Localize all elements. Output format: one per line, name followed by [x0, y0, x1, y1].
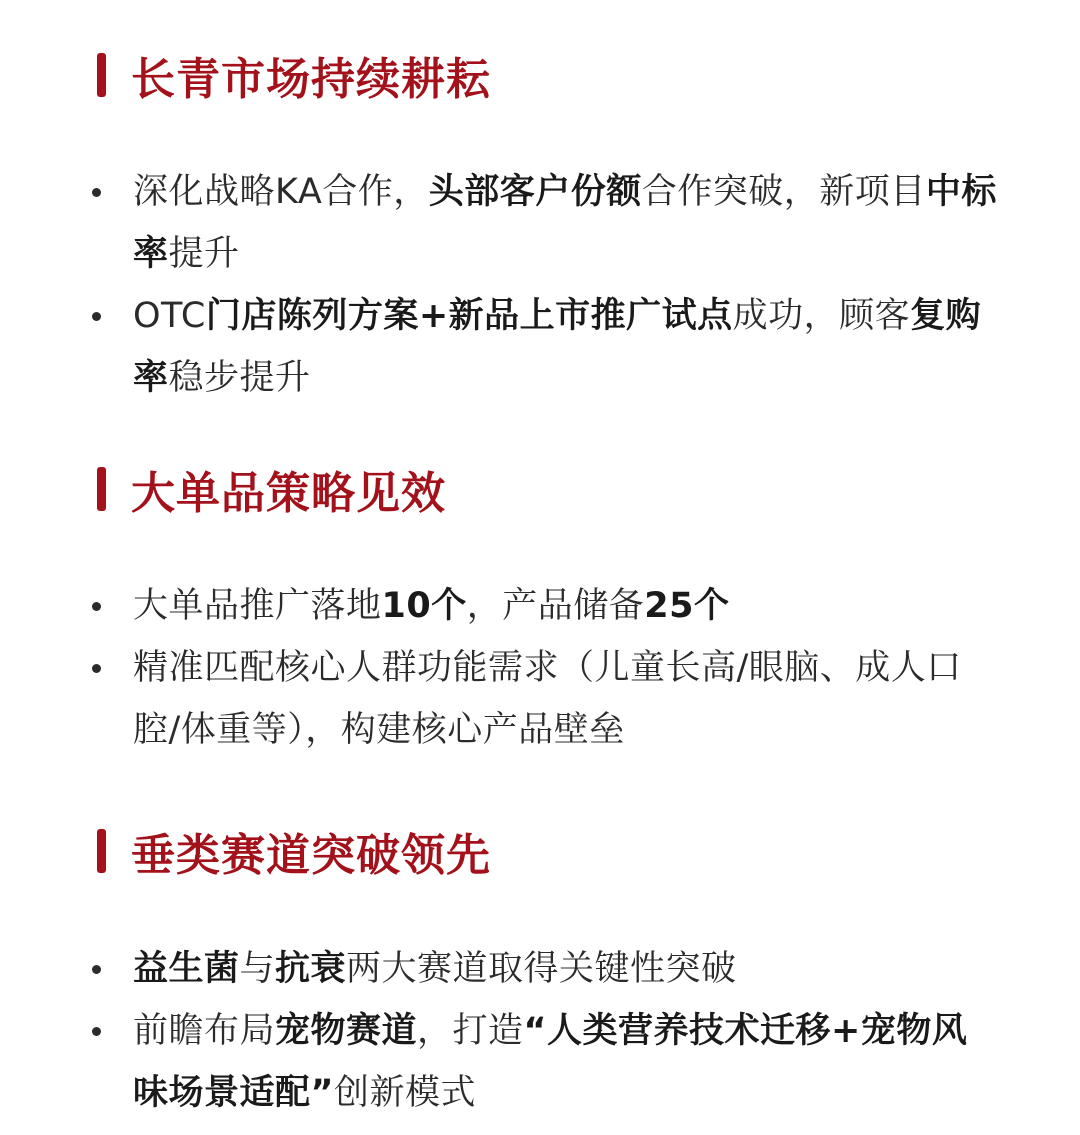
bullet-item	[0, 285, 1080, 409]
bullet-dot-icon	[92, 965, 101, 974]
heading-text: 垂类赛道突破领先	[131, 830, 491, 881]
heading-accent-bar	[97, 829, 106, 873]
bullet-segment: 精准匹配核心人群功能需求（儿童长高/眼脑、成人口腔/体重等），构建核心产品壁垒	[133, 648, 962, 750]
bullet-item	[0, 575, 1080, 637]
bullet-segment: ，打造	[417, 1011, 524, 1051]
bullet-segment-bold: 门店陈列方案+新品上市推广试点	[205, 296, 733, 336]
bullet-dot-icon	[92, 188, 101, 197]
bullet-list	[0, 938, 1080, 1124]
bullet-dot-icon	[92, 1027, 101, 1036]
bullet-segment: 与	[239, 949, 276, 989]
section-heading	[97, 461, 446, 517]
bullet-item	[0, 938, 1080, 1000]
bullet-dot-icon	[92, 602, 101, 611]
bullet-segment: 合作突破，新项目	[641, 172, 926, 212]
bullet-segment-bold: 宠物赛道	[275, 1011, 418, 1051]
bullet-segment: 稳步提升	[168, 358, 311, 398]
bullet-list	[0, 161, 1080, 409]
bullet-segment-bold: 抗衰	[275, 949, 347, 989]
bullet-segment: 创新模式	[334, 1073, 477, 1113]
bullet-segment-bold: 25个	[644, 586, 730, 626]
bullet-segment-bold: 头部客户份额	[428, 172, 642, 212]
bullet-item	[0, 1000, 1080, 1124]
bullet-segment-bold: 中标率	[133, 172, 997, 274]
bullet-segment-bold: 10个	[381, 586, 467, 626]
bullet-segment: 前瞻布局	[133, 1011, 276, 1051]
bullet-dot-icon	[92, 312, 101, 321]
bullet-segment: 成功，顾客	[732, 296, 911, 336]
bullet-segment: OTC	[133, 296, 206, 336]
bullet-dot-icon	[92, 664, 101, 673]
bullet-segment-bold: 复购率	[133, 296, 982, 398]
bullet-item	[0, 161, 1080, 285]
bullet-segment: ，产品储备	[466, 586, 645, 626]
bullet-segment: 大单品推广落地	[133, 586, 382, 626]
bullet-item	[0, 637, 1080, 761]
bullet-segment-bold: 益生菌	[133, 949, 240, 989]
bullet-segment: 深化战略KA合作，	[133, 172, 429, 212]
heading-accent-bar	[97, 467, 106, 511]
section-heading	[97, 47, 491, 103]
bullet-segment: 提升	[168, 234, 240, 274]
bullet-segment: 两大赛道取得关键性突破	[346, 949, 737, 989]
bullet-list	[0, 575, 1080, 761]
section-heading	[97, 823, 491, 879]
heading-accent-bar	[97, 53, 106, 97]
bullet-segment-bold: “人类营养技术迁移+宠物风味场景适配”	[133, 1011, 968, 1113]
heading-text: 大单品策略见效	[131, 468, 446, 519]
heading-text: 长青市场持续耕耘	[131, 54, 491, 105]
